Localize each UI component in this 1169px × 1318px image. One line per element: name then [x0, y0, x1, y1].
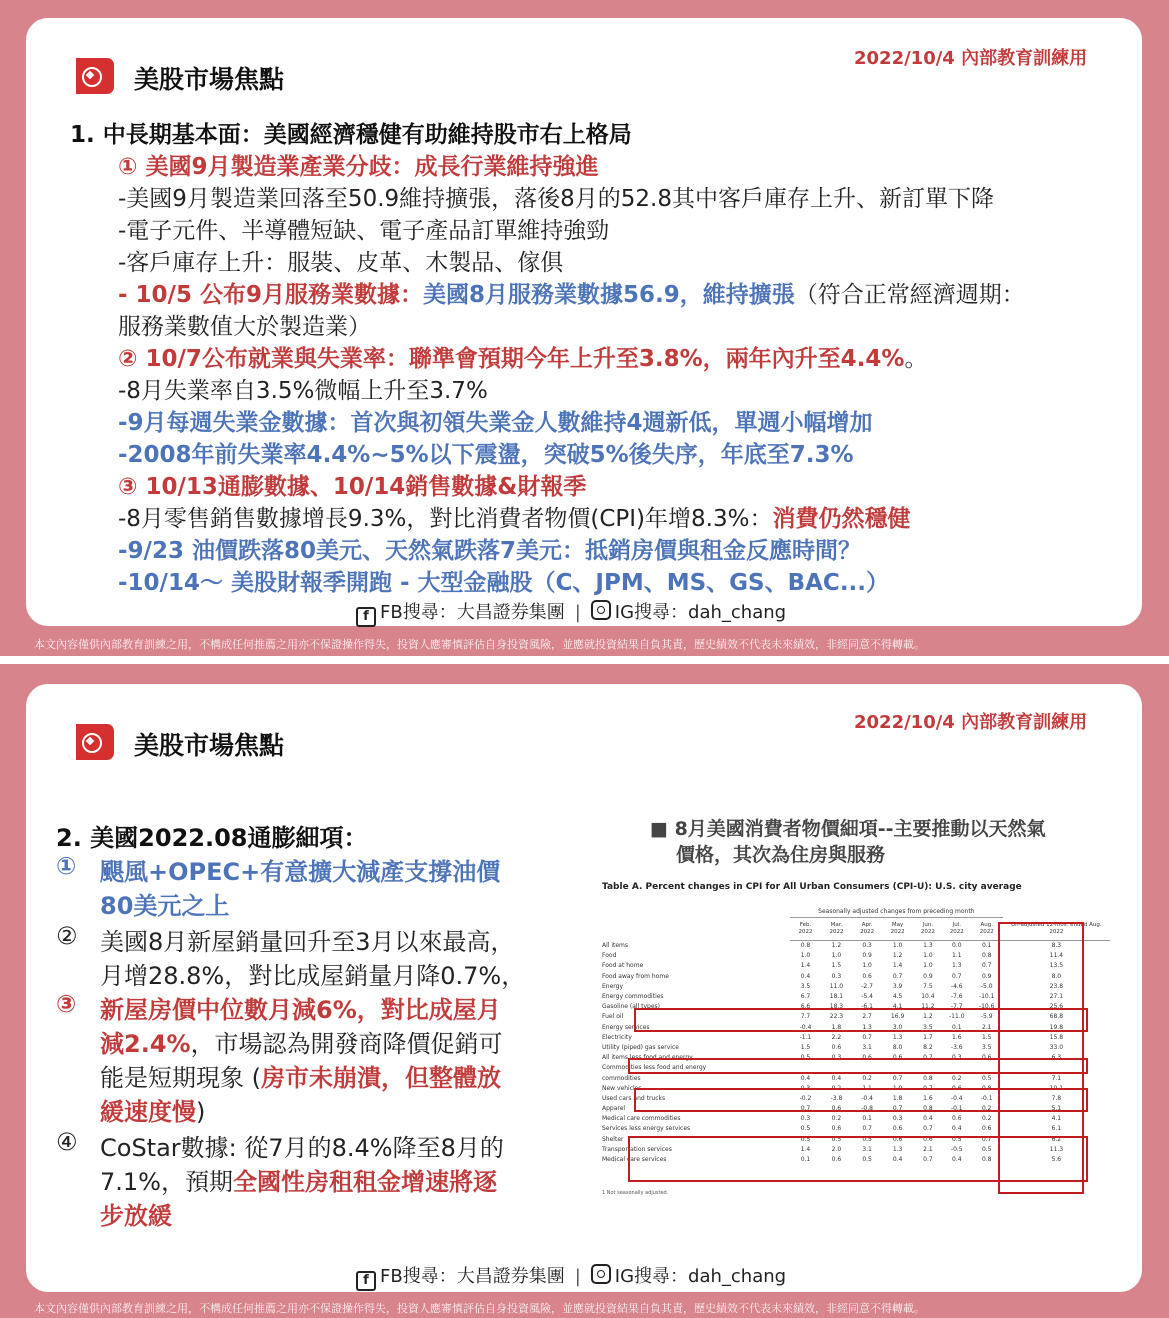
item-4-line-3: 步放緩: [100, 1202, 172, 1230]
cpi-cell: 1.0: [800, 952, 811, 960]
cpi-cell: 0.7: [862, 1125, 872, 1133]
cpi-cell: 0.7: [923, 1084, 933, 1092]
cpi-row-label: All items less food and energy: [602, 1054, 693, 1062]
cpi-column-header: Jun. 2022: [913, 918, 943, 941]
point-1-line-5: 服務業數值大於製造業）: [118, 314, 371, 340]
cpi-cell: 1.3: [862, 1023, 872, 1031]
cpi-cell: 0.6: [831, 1105, 842, 1113]
cpi-table-title: Table A. Percent changes in CPI for All Urban Consumers (CPI-U): U.S. city average: [602, 882, 1022, 892]
cpi-cell: 0.6: [892, 1135, 903, 1143]
cpi-cell: -0.5: [950, 1145, 963, 1153]
cpi-cell: 18.3: [829, 1003, 844, 1011]
cpi-cell: -0.2: [799, 1094, 812, 1102]
cpi-cell: 0.7: [892, 1105, 903, 1113]
cpi-row-label: Food: [602, 952, 617, 960]
cpi-column-header: Apr. 2022: [852, 918, 882, 941]
cpi-cell: 5.1: [1051, 1105, 1062, 1113]
cpi-cell: 0.7: [952, 972, 962, 980]
cpi-cell: 0.3: [800, 1084, 811, 1092]
cpi-row-label: Energy services: [602, 1023, 650, 1031]
item-4-line-2: [100, 1162, 497, 1197]
consumption-stable-text: 消費仍然穩健: [772, 506, 911, 532]
item-3-num: ③: [56, 990, 77, 1018]
cpi-row-label: Food away from home: [602, 972, 669, 980]
cpi-cell: 1.0: [862, 962, 872, 970]
disclaimer: 本文內容僅供內部教育訓練之用，不構成任何推薦之用亦不保證操作得失，投資人應審慎評估自身投資風險，並應就投資結果自負其責，歷史績效不代表未來績效，非經同意不得轉載。: [34, 1302, 925, 1315]
cpi-cell: -3.8: [830, 1094, 843, 1102]
cpi-cell: 0.1: [952, 1023, 962, 1031]
item-3-line-3-text: 能是短期現象 (: [100, 1064, 261, 1092]
cpi-cell: 0.5: [862, 1135, 872, 1143]
cpi-column-header: Aug. 2022: [971, 918, 1003, 941]
cpi-cell: -4.6: [950, 982, 963, 990]
item-3-line-2: [100, 1024, 503, 1059]
point-1-line-2: -電子元件、半導體短缺、電子產品訂單維持強勁: [118, 218, 610, 244]
cpi-cell: -10.6: [978, 1003, 995, 1011]
cpi-row-label: All items: [602, 941, 629, 949]
cpi-cell: 0.2: [981, 1105, 992, 1113]
item-4-line-2-text: 7.1%，預期: [100, 1168, 233, 1196]
cpi-group-header-row: [600, 906, 1110, 918]
cpi-cell: 2.0: [831, 1145, 842, 1153]
section-heading: 2. 美國2022.08通膨細項：: [56, 824, 368, 852]
cpi-column-header: May 2022: [882, 918, 913, 941]
cpi-cell: 68.8: [1049, 1013, 1064, 1021]
cpi-cell: 0.7: [862, 1033, 872, 1041]
cpi-cell: 2.1: [923, 1145, 933, 1153]
cpi-cell: 8.3: [1051, 942, 1062, 950]
cpi-cell: 0.6: [981, 1125, 992, 1133]
cpi-cell: 0.4: [952, 1125, 962, 1133]
services-release-label: - 10/5 公布9月服務業數據：: [118, 282, 423, 308]
cpi-footnote: 1 Not seasonally adjusted.: [602, 1190, 669, 1196]
retail-sales-text: -8月零售銷售數據增長9.3%，對比消費者物價(CPI)年增8.3%：: [118, 506, 773, 532]
cpi-cell: -1.1: [799, 1033, 812, 1041]
cpi-row-label: Electricity: [602, 1033, 632, 1041]
cpi-cell: 25.6: [1049, 1003, 1064, 1011]
cpi-cell: 3.0: [892, 1023, 903, 1031]
housing-not-collapse: 房市未崩潰，但整體放: [261, 1064, 501, 1092]
cpi-cell: 16.9: [890, 1013, 905, 1021]
cpi-cell: 0.5: [800, 1135, 811, 1143]
cpi-cell: 1.2: [831, 942, 842, 950]
cpi-cell: 0.1: [981, 942, 992, 950]
cpi-cell: 0.4: [800, 1074, 811, 1082]
highlight-services: [628, 1136, 1088, 1182]
date-label: 2022/10/4 內部教育訓練用: [854, 48, 1088, 69]
item-2-line-2: 月增28.8%，對比成屋銷量月降0.7%，: [100, 962, 526, 990]
point-2-line-1: -8月失業率自3.5%微幅上升至3.7%: [118, 378, 488, 404]
brand-title: 美股市場焦點: [134, 65, 285, 94]
cpi-cell: 13.5: [1049, 962, 1064, 970]
cpi-cell: 0.2: [862, 1074, 872, 1082]
cpi-cell: 3.1: [862, 1145, 872, 1153]
cpi-cell: 8.2: [923, 1043, 933, 1051]
item-4-num: ④: [56, 1128, 78, 1156]
ig-search-text: IG搜尋：dah_chang: [614, 1266, 787, 1287]
cpi-cell: 0.8: [981, 1156, 992, 1164]
cpi-cell: 1.1: [862, 1084, 872, 1092]
cpi-cell: 1.3: [952, 962, 962, 970]
cpi-cell: 7.1: [1051, 1074, 1062, 1082]
cpi-cell: 0.6: [862, 972, 872, 980]
cpi-cell: 0.5: [981, 1145, 992, 1153]
cpi-cell: 0.7: [923, 1125, 933, 1133]
cpi-cell: 0.6: [952, 1084, 962, 1092]
cpi-cell: -6.1: [861, 1003, 873, 1011]
facebook-icon: f: [356, 607, 376, 627]
cpi-cell: 0.1: [862, 1115, 872, 1123]
cpi-row-label: Utility (piped) gas service: [602, 1043, 679, 1051]
disclaimer: 本文內容僅供內部教育訓練之用，不構成任何推薦之用亦不保證操作得失，投資人應審慎評估自身投資風險，並應就投資結果自負其責，歷史績效不代表未來績效，非經同意不得轉載。: [34, 638, 925, 651]
cpi-cell: 1.0: [923, 962, 933, 970]
cpi-column-header: Un-adjusted 12-mos. ended Aug. 2022: [1003, 918, 1110, 941]
cpi-cell: 0.3: [800, 1115, 811, 1123]
highlight-utility-gas: [628, 1058, 1088, 1074]
cpi-cell: 0.7: [981, 962, 992, 970]
cpi-cell: 1.4: [892, 962, 903, 970]
cpi-cell: -0.1: [950, 1105, 963, 1113]
cpi-row-label: Medical care commodities: [602, 1115, 681, 1123]
cpi-cell: -5.9: [980, 1013, 993, 1021]
cpi-cell: 0.8: [923, 1074, 933, 1082]
point-1-title: ① 美國9月製造業產業分歧：成長行業維持強進: [118, 154, 599, 180]
cpi-cell: 0.5: [800, 1054, 811, 1062]
cpi-cell: 6.2: [1051, 1135, 1062, 1143]
cpi-cell: 0.7: [981, 1135, 992, 1143]
cpi-cell: 0.7: [892, 1074, 903, 1082]
cpi-cell: 1.5: [981, 1033, 992, 1041]
cpi-cell: 0.6: [831, 1156, 842, 1164]
cpi-row-label: Transportation services: [602, 1145, 672, 1153]
cpi-cell: 0.7: [892, 972, 903, 980]
cpi-cell: 6.7: [800, 993, 811, 1001]
point-2-title-text: ② 10/7公布就業與失業率：聯準會預期今年上升至3.8%，兩年內升至4.4%: [118, 346, 905, 372]
cpi-cell: -11.0: [949, 1013, 965, 1021]
item-3-line-1: 新屋房價中位數月減6%，對比成屋月: [100, 996, 501, 1024]
fb-search-text: FB搜尋：大昌證券集團: [380, 1266, 565, 1287]
cpi-cell: 0.2: [952, 1074, 962, 1082]
fb-search-text: FB搜尋：大昌證券集團: [380, 602, 565, 623]
cpi-cell: 3.9: [892, 982, 903, 990]
cpi-cell: 0.6: [952, 1115, 962, 1123]
cpi-cell: 1.0: [923, 952, 933, 960]
cpi-cell: 7.7: [800, 1013, 811, 1021]
cpi-cell: 1.4: [800, 1145, 811, 1153]
services-data-text: 美國8月服務業數據56.9，維持擴張: [422, 282, 795, 308]
existing-home-drop: 減2.4%: [100, 1030, 191, 1058]
cpi-cell: 10.1: [1049, 1084, 1064, 1092]
cpi-row-label: Services less energy services: [602, 1125, 691, 1133]
point-3-line-1: [118, 500, 910, 533]
highlight-energy-commodities: [634, 1008, 1088, 1032]
cpi-row-label: Shelter: [602, 1135, 624, 1143]
point-1-line-4: [118, 276, 1025, 309]
cpi-row-label: Energy commodities: [602, 993, 664, 1001]
cpi-cell: 0.5: [981, 1074, 992, 1082]
cpi-cell: 3.5: [981, 1043, 992, 1051]
cpi-cell: 0.0: [952, 942, 962, 950]
cpi-table-figure: [598, 880, 1118, 1200]
cpi-cell: 1.2: [892, 952, 903, 960]
cpi-cell: 0.6: [892, 1125, 903, 1133]
cpi-cell: -7.6: [950, 993, 963, 1001]
cpi-cell: 22.3: [829, 1013, 844, 1021]
cpi-cell: 0.8: [981, 952, 992, 960]
cpi-cell: -2.7: [861, 982, 873, 990]
cpi-cell: 1.0: [892, 1084, 903, 1092]
cpi-cell: 4.1: [1051, 1115, 1062, 1123]
slide-1: [0, 0, 1169, 656]
services-note-text: （符合正常經濟週期：: [794, 282, 1025, 308]
cpi-cell: 0.1: [800, 1156, 811, 1164]
cpi-cell: 7.8: [1051, 1094, 1062, 1102]
point-2-title-end: 。: [904, 346, 928, 372]
point-3-title: ③ 10/13通膨數據、10/14銷售數據&財報季: [118, 474, 587, 500]
cpi-cell: 6.6: [800, 1003, 811, 1011]
cpi-cell: 33.0: [1049, 1043, 1064, 1051]
brand-title: 美股市場焦點: [134, 731, 285, 760]
cpi-row-label: Energy: [602, 982, 624, 990]
cpi-row-label: Gasoline (all types): [602, 1003, 660, 1011]
cpi-cell: -0.8: [861, 1105, 873, 1113]
cpi-header-blank: [600, 906, 790, 918]
cpi-row-label: commodities: [602, 1074, 641, 1082]
cpi-cell: 1.0: [831, 952, 842, 960]
cpi-cell: -0.1: [980, 1094, 993, 1102]
cpi-column-header: Feb. 2022: [790, 918, 821, 941]
footer-separator: |: [574, 602, 581, 623]
cpi-cell: 2.7: [862, 1013, 872, 1021]
cpi-cell: 1.8: [831, 1023, 842, 1031]
cpi-cell: 4.1: [892, 1003, 903, 1011]
section-heading: 1. 中長期基本面：美國經濟穩健有助維持股市右上格局: [70, 122, 632, 148]
cpi-cell: 1.3: [892, 1033, 903, 1041]
cpi-cell: 0.6: [831, 1125, 842, 1133]
point-3-line-2: -9/23 油價跌落80美元、天然氣跌落7美元：抵銷房價與租金反應時間？: [118, 538, 861, 564]
cpi-cell: 0.5: [862, 1156, 872, 1164]
cpi-cell: 1.6: [952, 1033, 962, 1041]
company-logo-icon: [68, 58, 114, 94]
cpi-cell: 0.3: [862, 942, 872, 950]
cpi-cell: 0.6: [892, 1054, 903, 1062]
cpi-cell: 6.3: [1051, 1054, 1062, 1062]
point-2-title: [118, 340, 927, 373]
cpi-cell: 0.7: [800, 1105, 811, 1113]
item-3-line-2-rest: ，市場認為開發商降價促銷可: [190, 1030, 503, 1058]
social-footer: [356, 1262, 786, 1291]
cpi-cell: 1.7: [923, 1033, 933, 1041]
item-4-line-1: CoStar數據: 從7月的8.4%降至8月的: [100, 1134, 504, 1162]
cpi-cell: 5.6: [1051, 1156, 1062, 1164]
cpi-header-blank: [1003, 906, 1110, 918]
footer-separator: |: [574, 1266, 581, 1287]
item-2-line-1: 美國8月新屋銷量回升至3月以來最高，: [100, 928, 515, 956]
cpi-cell: -5.4: [861, 993, 873, 1001]
slide-1-card: [26, 18, 1142, 626]
cpi-cell: 1.5: [800, 1043, 811, 1051]
rent-growth-slowing: 全國性房租租金增速將逐: [232, 1168, 497, 1196]
cpi-cell: 1.3: [923, 942, 933, 950]
cpi-cell: 1.5: [831, 962, 842, 970]
cpi-cell: 0.6: [981, 1054, 992, 1062]
point-1-line-3: -客戶庫存上升：服裝、皮革、木製品、傢俱: [118, 250, 564, 276]
point-2-line-2: -9月每週失業金數據：首次與初領失業金人數維持4週新低，單週小幅增加: [118, 410, 873, 436]
cpi-cell: 0.4: [923, 1115, 933, 1123]
cpi-cell: 0.4: [831, 1074, 842, 1082]
company-logo-icon: [68, 724, 114, 760]
cpi-cell: 8.0: [1051, 972, 1062, 980]
cpi-cell: 2.2: [831, 1033, 842, 1041]
cpi-cell: 0.8: [981, 1084, 992, 1092]
cpi-cell: 0.6: [831, 1043, 842, 1051]
cpi-cell: 0.9: [923, 972, 933, 980]
point-2-line-3: -2008年前失業率4.4%~5%以下震盪，突破5%後失序，年底至7.3%: [118, 442, 854, 468]
cpi-column-header: Jul. 2022: [943, 918, 971, 941]
figure-caption-2: 價格，其次為住房與服務: [676, 844, 886, 866]
facebook-icon: f: [356, 1271, 376, 1291]
cpi-cell: -3.6: [950, 1043, 963, 1051]
cpi-cell: 0.7: [923, 1156, 933, 1164]
cpi-cell: 0.6: [862, 1054, 872, 1062]
cpi-row-label: Food at home: [602, 962, 644, 970]
slow-pace-text: 緩速度慢: [100, 1098, 196, 1126]
cpi-cell: 10.4: [921, 993, 935, 1001]
cpi-header-blank: [600, 918, 790, 941]
item-1-line-1: 颶風+OPEC+有意擴大減產支撐油價: [100, 858, 501, 886]
cpi-cell: 19.8: [1049, 1023, 1064, 1031]
item-3-line-3: [100, 1058, 501, 1093]
cpi-cell: 11.3: [1049, 1145, 1064, 1153]
cpi-cell: 0.2: [981, 1115, 992, 1123]
instagram-icon: [591, 600, 611, 620]
cpi-cell: 1.3: [892, 1145, 903, 1153]
cpi-cell: 0.3: [952, 1054, 962, 1062]
cpi-cell: 15.8: [1049, 1033, 1064, 1041]
cpi-row-label: New vehicles: [602, 1084, 642, 1092]
cpi-cell: 0.2: [831, 1115, 842, 1123]
cpi-cell: 2.1: [981, 1023, 992, 1031]
cpi-cell: 23.8: [1049, 982, 1064, 990]
cpi-cell: 3.1: [862, 1043, 872, 1051]
cpi-cell: 1.6: [923, 1094, 933, 1102]
cpi-cell: 0.3: [831, 1054, 842, 1062]
cpi-cell: 0.9: [981, 972, 992, 980]
cpi-cell: 0.3: [831, 972, 842, 980]
cpi-cell: 18.1: [829, 993, 844, 1001]
cpi-cell: 0.7: [923, 1054, 933, 1062]
cpi-cell: 11.4: [1049, 952, 1064, 960]
cpi-cell: 7.5: [923, 982, 933, 990]
instagram-icon: [591, 1264, 611, 1284]
slide-divider: [0, 656, 1169, 664]
cpi-group-header: Seasonally adjusted changes from preceding month: [790, 906, 1003, 918]
date-label: 2022/10/4 內部教育訓練用: [854, 712, 1088, 733]
cpi-cell: 0.8: [800, 942, 811, 950]
item-2-num: ②: [56, 922, 78, 950]
cpi-cell: -0.4: [950, 1094, 963, 1102]
cpi-cell: 0.9: [862, 952, 872, 960]
social-footer: [356, 598, 786, 627]
item-3-line-4: [100, 1092, 205, 1127]
cpi-cell: 0.2: [831, 1084, 842, 1092]
ig-search-text: IG搜尋：dah_chang: [614, 602, 787, 623]
cpi-cell: 3.5: [800, 982, 811, 990]
cpi-cell: 3.5: [923, 1023, 933, 1031]
cpi-cell: 0.6: [923, 1135, 933, 1143]
cpi-cell: 1.8: [892, 1094, 903, 1102]
cpi-cell: 4.5: [892, 993, 903, 1001]
cpi-cell: 27.1: [1049, 993, 1064, 1001]
item-1-line-2: 80美元之上: [100, 892, 230, 920]
point-1-line-1: -美國9月製造業回落至50.9維持擴張，落後8月的52.8其中客戶庫存上升、新訂單下降: [118, 186, 994, 212]
cpi-cell: -5.0: [980, 982, 993, 990]
cpi-cell: 1.0: [892, 942, 903, 950]
item-3-line-4-end: ): [196, 1098, 206, 1126]
cpi-row-label: Used cars and trucks: [602, 1094, 666, 1102]
cpi-cell: 8.0: [892, 1043, 903, 1051]
cpi-row-label: Medical care services: [602, 1156, 667, 1164]
cpi-cell: 1.4: [800, 962, 811, 970]
cpi-cell: 11.0: [829, 982, 844, 990]
figure-caption-1: ■ 8月美國消費者物價細項--主要推動以天然氣: [650, 818, 1046, 840]
cpi-cell: 6.1: [1051, 1125, 1062, 1133]
cpi-cell: 0.4: [952, 1156, 962, 1164]
cpi-cell: 0.4: [800, 972, 811, 980]
cpi-cell: 0.8: [923, 1105, 933, 1113]
cpi-cell: 0.3: [892, 1115, 903, 1123]
cpi-row-label: Fuel oil: [602, 1013, 624, 1021]
point-3-line-3: -10/14～ 美股財報季開跑 - 大型金融股（C、JPM、MS、GS、BAC...）: [118, 570, 890, 596]
cpi-cell: 0.5: [800, 1125, 811, 1133]
cpi-cell: 0.4: [892, 1156, 903, 1164]
cpi-cell: -0.4: [861, 1094, 873, 1102]
item-1-num: ①: [56, 852, 77, 880]
highlight-commodities: [634, 1088, 1088, 1112]
cpi-cell: 1.1: [952, 952, 962, 960]
cpi-cell: 11.2: [921, 1003, 935, 1011]
cpi-column-header: Mar. 2022: [821, 918, 852, 941]
cpi-cell: -0.4: [799, 1023, 812, 1031]
cpi-row-label: Commodities less food and energy: [602, 1064, 707, 1072]
cpi-row-label: Apparel: [602, 1105, 626, 1113]
cpi-cell: 1.2: [923, 1013, 933, 1021]
cpi-cell: -7.7: [950, 1003, 963, 1011]
cpi-cell: -10.1: [978, 993, 995, 1001]
cpi-cell: 0.5: [831, 1135, 842, 1143]
cpi-cell: 0.5: [952, 1135, 962, 1143]
